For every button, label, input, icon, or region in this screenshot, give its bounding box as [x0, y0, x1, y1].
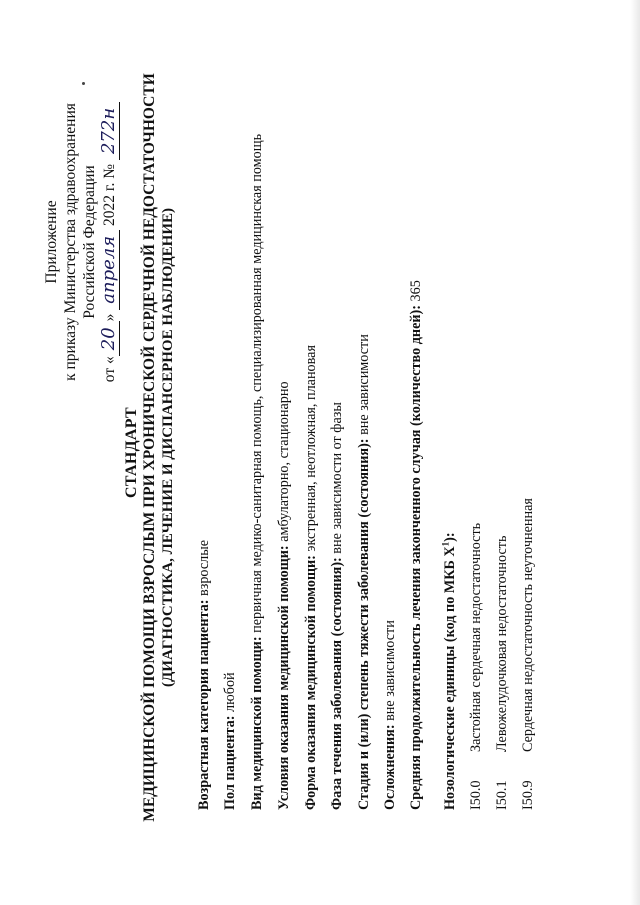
date-year: 2022 г. № [101, 163, 118, 226]
field-treatment-duration: Средняя продолжительность лечения законченного случая (количество дней): 365 [408, 280, 424, 810]
date-day-handwritten: 20 [98, 321, 120, 356]
icd-name: Левожелудочковая недостаточность [494, 535, 510, 752]
date-month-handwritten: апреля [98, 230, 120, 310]
field-disease-phase: Фаза течения заболевания (состояния): вне зависимости от фазы [329, 402, 345, 810]
date-prefix: от « [101, 356, 118, 383]
icd-name: Застойная сердечная недостаточность [468, 522, 484, 752]
appendix-date-line [99, 62, 119, 422]
field-sex: Пол пациента: любой [222, 672, 238, 810]
appendix-ministry-line: Российской Федерации [81, 165, 98, 319]
icd-code: I50.9 [520, 780, 536, 810]
title-subtitle: (ДИАГНОСТИКА, ЛЕЧЕНИЕ И ДИСПАНСЕРНОЕ НАБЛЮДЕНИЕ) [160, 208, 176, 688]
appendix-label: Приложение [43, 200, 60, 284]
date-mid: » [101, 313, 118, 322]
icd-code: I50.0 [468, 780, 484, 810]
nosology-row [468, 523, 485, 810]
field-age-category: Возрастная категория пациента: взрослые [196, 539, 212, 810]
order-number-handwritten: 272н [98, 102, 120, 160]
nosology-row [520, 498, 537, 810]
field-care-form: Форма оказания медицинской помощи: экстренная, неотложная, плановая [303, 345, 319, 810]
field-complications: Осложнения: вне зависимости [382, 620, 398, 810]
icd-name: Сердечная недостаточность неуточненная [520, 498, 536, 752]
appendix-block [42, 62, 119, 422]
scan-edge-shadow [630, 0, 640, 905]
appendix-order-line: к приказу Министерства здравоохранения [62, 103, 79, 381]
document-title [140, 30, 178, 865]
scan-speck [82, 82, 85, 85]
document-type: СТАНДАРТ [123, 406, 140, 499]
title-main: МЕДИЦИНСКОЙ ПОМОЩИ ВЗРОСЛЫМ ПРИ ХРОНИЧЕСКОЙ СЕРДЕЧНОЙ НЕДОСТАТОЧНОСТИ [141, 73, 158, 822]
nosology-row [494, 536, 511, 810]
field-disease-stage: Стадия и (или) степень тяжести заболевания (состояния): вне зависимости [356, 334, 372, 810]
field-care-type: Вид медицинской помощи: первичная медико-санитарная помощь, специализированная медицинская помощь [249, 133, 265, 810]
field-care-conditions: Условия оказания медицинской помощи: амбулаторно, стационарно [276, 381, 292, 810]
icd-code: I50.1 [494, 780, 510, 810]
nosology-heading: Нозологические единицы (код по МКБ $Х^1$): [440, 532, 458, 810]
